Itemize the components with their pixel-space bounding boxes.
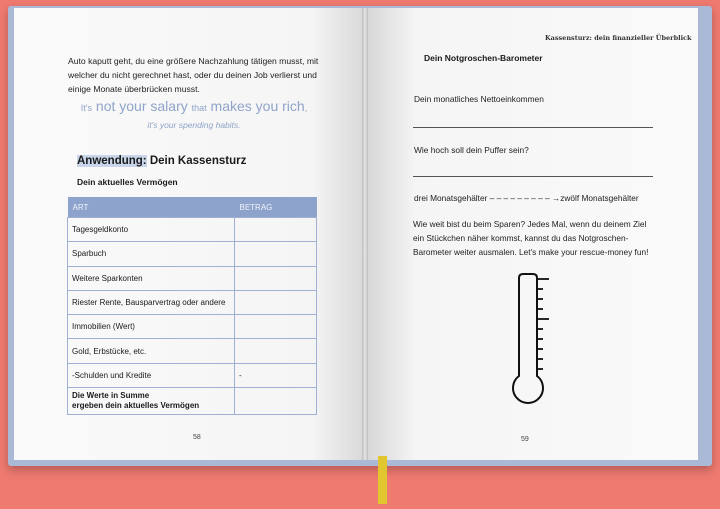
scale-arrow: – – – – – – – – – → [489, 193, 561, 203]
heading-rest: Dein Kassensturz [146, 155, 247, 167]
cell-total-value[interactable] [235, 388, 317, 415]
buffer-scale [414, 193, 639, 203]
cell-betrag[interactable] [235, 218, 317, 242]
quote-word-2: not your salary [95, 98, 188, 114]
cell-art: Tagesgeldkonto [68, 218, 235, 242]
heading-highlight: Anwendung: [77, 155, 147, 167]
subheading: Dein aktuelles Vermögen [77, 177, 178, 187]
cell-art: -Schulden und Kredite [68, 363, 235, 387]
cell-betrag[interactable] [235, 339, 317, 363]
scale-right-label: zwölf Monatsgehälter [560, 193, 639, 203]
table-row [68, 290, 317, 314]
quote-word-5: , [304, 103, 308, 113]
cell-betrag[interactable] [235, 242, 317, 266]
question-net-income: Dein monatliches Nettoeinkommen [414, 94, 544, 104]
table-header-row [68, 197, 317, 218]
question-buffer: Wie hoch soll dein Puffer sein? [414, 145, 529, 155]
column-header-betrag: BETRAG [235, 197, 317, 218]
quote-line-2: it's your spending habits. [147, 120, 241, 130]
scale-left-label: drei Monatsgehälter [414, 193, 488, 203]
quote-word-4: makes you rich [210, 98, 305, 114]
cell-art: Immobilien (Wert) [68, 315, 235, 339]
table-row [68, 363, 317, 387]
cell-betrag[interactable] [235, 266, 317, 290]
table-total-row [68, 388, 317, 415]
page-number-right: 59 [521, 436, 529, 443]
assets-table [67, 197, 317, 415]
table-row [68, 218, 317, 242]
table-row [68, 266, 317, 290]
cell-art: Weitere Sparkonten [68, 266, 235, 290]
bookmark-ribbon [378, 456, 387, 504]
barometer-title: Dein Notgroschen-Barometer [424, 53, 543, 63]
quote-word-1: It's [80, 103, 93, 113]
cell-betrag[interactable] [235, 315, 317, 339]
total-label-line-2: ergeben dein aktuelles Vermögen [72, 401, 200, 411]
cell-total-label [68, 388, 235, 415]
running-header: Kassensturz: dein finanzieller Überblick [545, 34, 692, 42]
table-row [68, 339, 317, 363]
intro-paragraph: Auto kaputt geht, du eine größere Nachzahlung tätigen musst, mit welcher du nicht gerechnet hast, oder du deinen Job verlierst und einige Monate überbrücken musst. [68, 56, 319, 94]
table-row [68, 242, 317, 266]
cell-art: Sparbuch [68, 242, 235, 266]
section-heading [77, 155, 246, 167]
answer-line-income[interactable] [413, 127, 653, 128]
cell-betrag[interactable]: - [235, 363, 317, 387]
table-row [68, 315, 317, 339]
quote-line-1 [68, 98, 320, 114]
cell-art: Gold, Erbstücke, etc. [68, 339, 235, 363]
quote-word-3: that [191, 103, 207, 113]
thermometer-icon[interactable] [505, 272, 565, 417]
barometer-paragraph: Wie weit bist du beim Sparen? Jedes Mal, wenn du deinem Ziel ein Stückchen näher kommst, kannst du das Notgroschen-Barometer weiter ausmalen. Let's make your rescue-money fun! [413, 219, 649, 257]
answer-line-buffer[interactable] [413, 176, 653, 177]
cell-betrag[interactable] [235, 290, 317, 314]
column-header-art: ART [68, 197, 235, 218]
total-label-line-1: Die Werte in Summe [72, 391, 150, 401]
page-number-left: 58 [193, 434, 201, 441]
cell-art: Riester Rente, Bausparvertrag oder andere [68, 290, 235, 314]
book-gutter [362, 8, 368, 460]
